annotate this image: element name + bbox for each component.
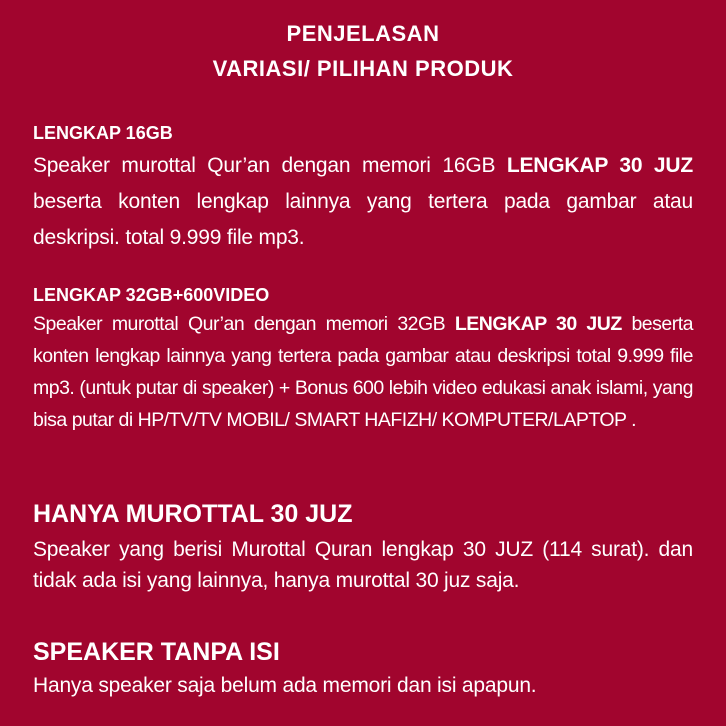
variant-speaker-tanpa-isi	[33, 638, 693, 701]
variant-lengkap-32gb-video	[33, 284, 693, 436]
variant-description: Hanya speaker saja belum ada memori dan isi apapun.	[33, 674, 537, 697]
variant-hanya-murottal	[33, 500, 693, 596]
variant-description	[33, 308, 693, 436]
variant-heading: LENGKAP 16GB	[33, 123, 173, 143]
description-text: beserta konten lengkap lainnya yang tertera pada gambar atau deskripsi. total 9.999 file mp3.	[33, 190, 693, 249]
page-title-line2: VARIASI/ PILIHAN PRODUK	[212, 56, 514, 81]
description-bold: LENGKAP 30 JUZ	[454, 313, 622, 335]
description-text: beserta konten lengkap lainnya yang tertera pada gambar atau deskripsi total 9.999 file mp3. (untuk putar di speaker) + Bonus 600 lebih video edukasi anak islami, yang bisa putar di HP/TV/TV MOBIL/ SMART HAFIZH/ KOMPUTER/LAPTOP .	[33, 313, 693, 431]
variant-heading: LENGKAP 32GB+600VIDEO	[33, 285, 270, 305]
description-bold: LENGKAP 30 JUZ	[506, 154, 693, 177]
variant-description	[33, 148, 693, 256]
description-text: Speaker murottal Qur’an dengan memori 16GB	[33, 154, 507, 177]
variant-description: Speaker yang berisi Murottal Quran lengkap 30 JUZ (114 surat). dan tidak ada isi yang lainnya, hanya murottal 30 juz saja.	[33, 538, 693, 592]
variant-heading: SPEAKER TANPA ISI	[33, 638, 280, 666]
page-title-line1: PENJELASAN	[286, 21, 440, 46]
variant-lengkap-16gb	[33, 122, 693, 256]
description-text: Speaker murottal Qur’an dengan memori 32GB	[33, 313, 455, 335]
variant-heading: HANYA MUROTTAL 30 JUZ	[33, 500, 353, 528]
